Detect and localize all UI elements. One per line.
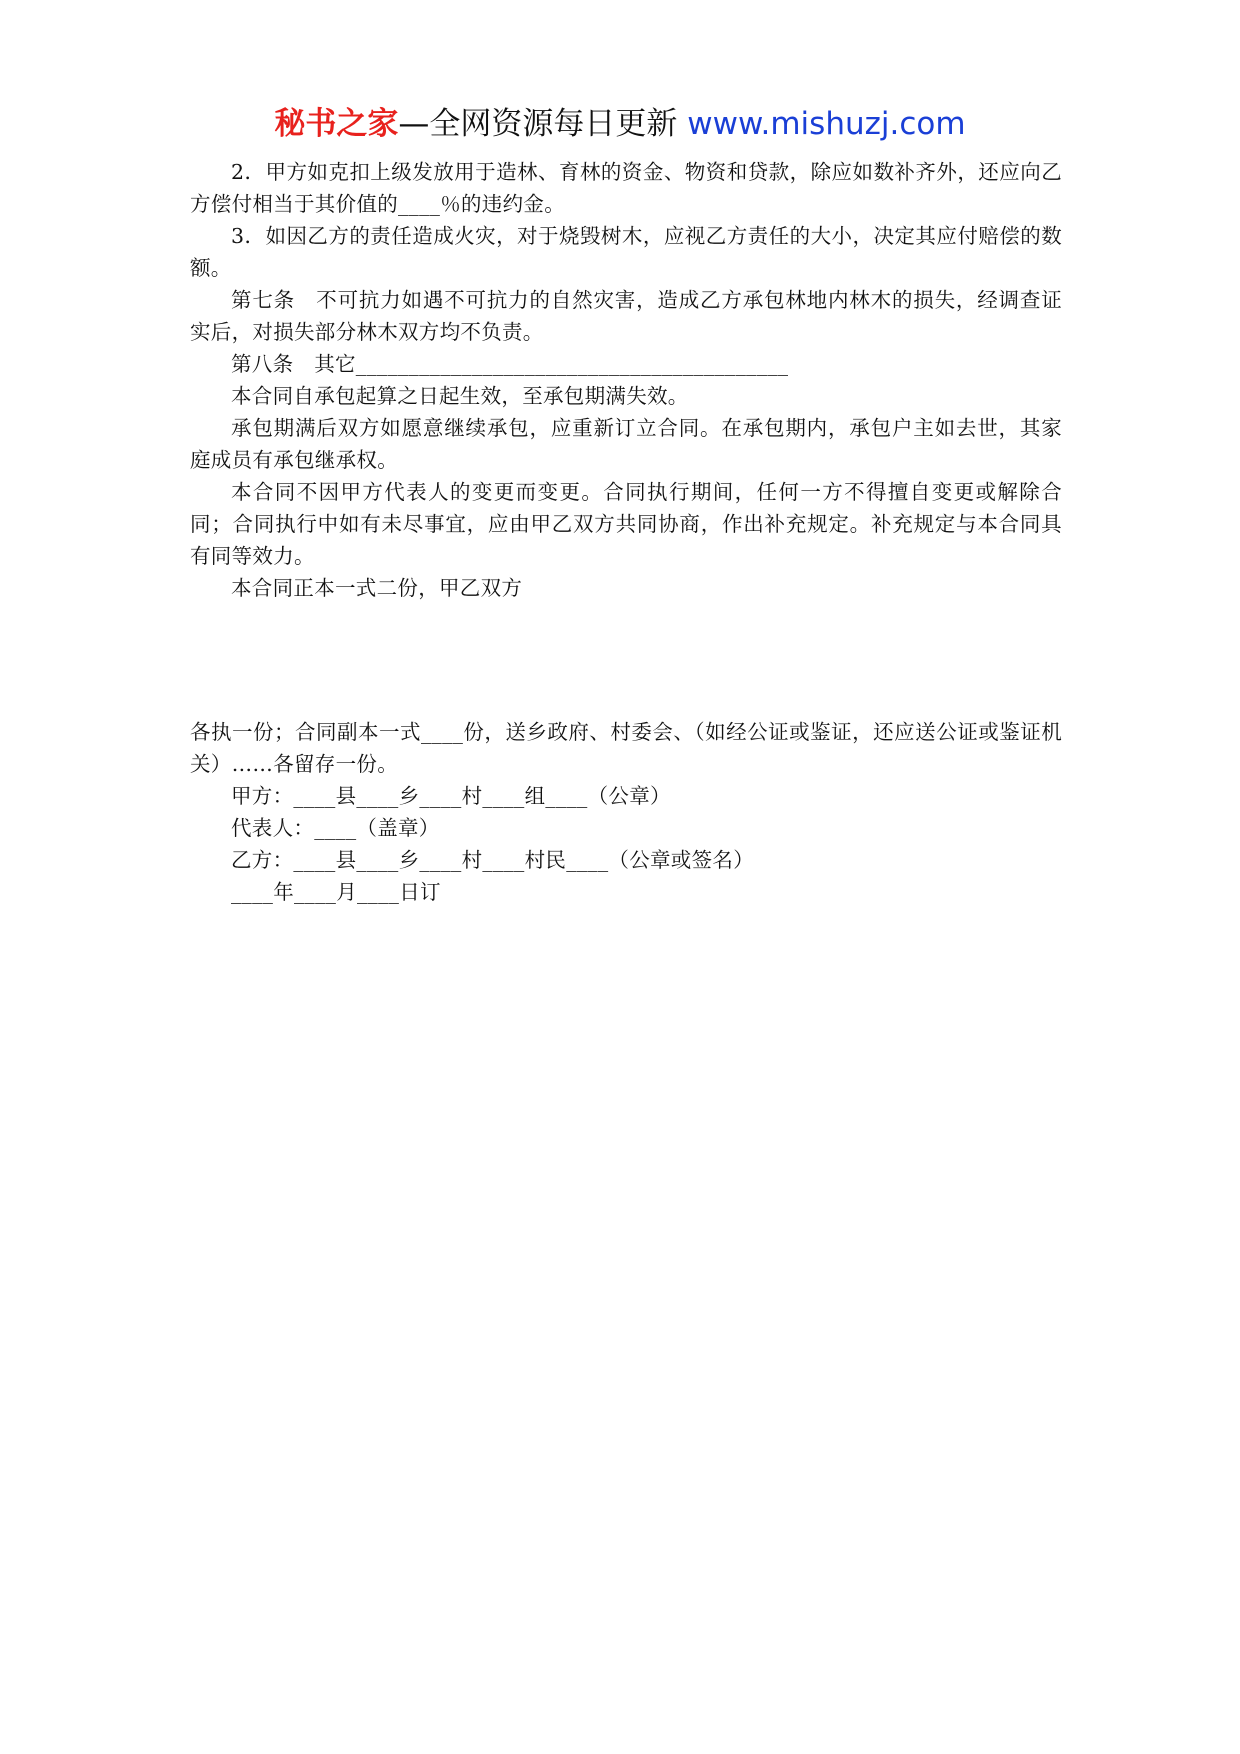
article-seven: 第七条 不可抗力如遇不可抗力的自然灾害，造成乙方承包林地内林木的损失，经调查证实后，对损失部分林木双方均不负责。 bbox=[190, 288, 1062, 344]
header-slogan: —全网资源每日更新 bbox=[398, 106, 678, 142]
party-b-signature-line: 乙方：____县____乡____村____村民____（公章或签名） bbox=[231, 848, 754, 872]
body-paragraph: 本合同自承包起算之日起生效，至承包期满失效。 bbox=[231, 384, 689, 408]
body-paragraph: 本合同不因甲方代表人的变更而变更。合同执行期间，任何一方不得擅自变更或解除合同；合同执行中如有未尽事宜，应由甲乙双方共同协商，作出补充规定。补充规定与本合同具有同等效力。 bbox=[190, 480, 1062, 568]
site-url-link[interactable]: www.mishuzj.com bbox=[687, 106, 966, 142]
brand-name: 秘书之家 bbox=[274, 106, 399, 142]
site-header bbox=[0, 102, 1240, 146]
signing-date-line: ____年____月____日订 bbox=[231, 880, 441, 904]
body-paragraph: 承包期满后双方如愿意继续承包，应重新订立合同。在承包期内，承包户主如去世，其家庭成员有承包继承权。 bbox=[190, 416, 1062, 472]
body-paragraph: 本合同正本一式二份，甲乙双方 bbox=[231, 576, 523, 600]
article-eight: 第八条 其它_________________________________________ bbox=[231, 352, 789, 376]
clause-paragraph: 2．甲方如克扣上级发放用于造林、育林的资金、物资和贷款，除应如数补齐外，还应向乙方偿付相当于其价值的____％的违约金。 bbox=[190, 160, 1062, 216]
representative-signature-line: 代表人：____（盖章） bbox=[231, 816, 440, 840]
continuation-paragraph: 各执一份；合同副本一式____份，送乡政府、村委会、（如经公证或鉴证，还应送公证或鉴证机关）……各留存一份。 bbox=[190, 720, 1062, 776]
clause-paragraph: 3．如因乙方的责任造成火灾，对于烧毁树木，应视乙方责任的大小，决定其应付赔偿的数额。 bbox=[190, 224, 1062, 280]
document-body bbox=[190, 156, 1062, 908]
party-a-signature-line: 甲方：____县____乡____村____组____（公章） bbox=[231, 784, 671, 808]
